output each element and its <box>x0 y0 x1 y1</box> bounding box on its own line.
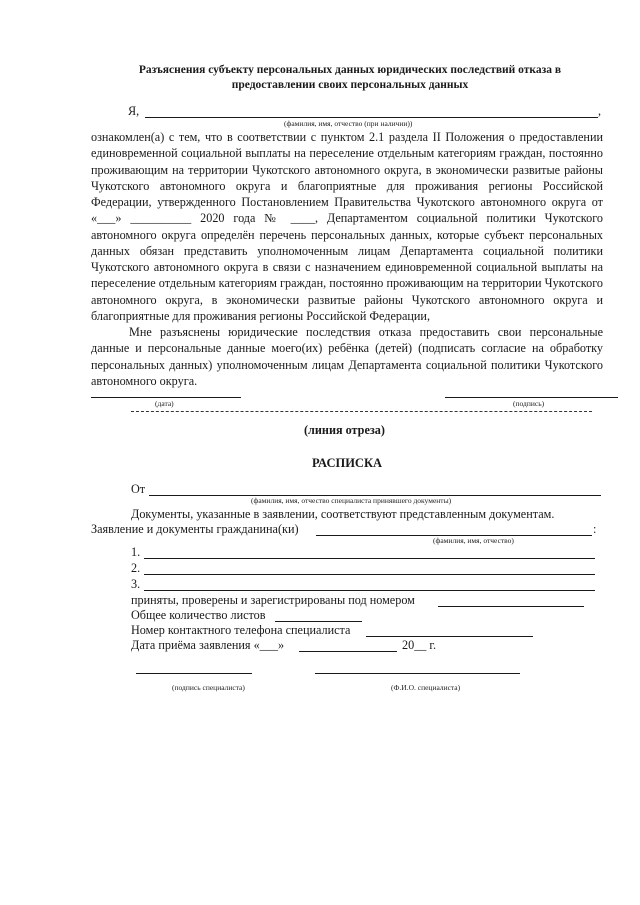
list-item-2-number: 2. <box>131 561 141 575</box>
phone-line[interactable] <box>366 636 533 637</box>
registered-label: приняты, проверены и зарегистрированы под номером <box>131 593 415 607</box>
list-item-3-line[interactable] <box>144 590 595 591</box>
specialist-fio-caption: (Ф.И.О. специалиста) <box>391 683 461 692</box>
application-colon: : <box>593 522 597 536</box>
specialist-caption: (фамилия, имя, отчество специалиста принявшего документы) <box>251 496 452 505</box>
title-line-1: Разъяснения субъекту персональных данных юридических последствий отказа в <box>138 64 562 76</box>
registration-number-line[interactable] <box>438 606 584 607</box>
i-label: Я, <box>128 104 140 118</box>
name-comma: , <box>598 104 602 118</box>
date-line[interactable] <box>91 397 241 398</box>
citizen-caption: (фамилия, имя, отчество) <box>433 536 514 545</box>
signature-caption: (подпись) <box>513 399 545 408</box>
name-caption: (фамилия, имя, отчество (при наличии)) <box>284 119 413 128</box>
receipt-heading: РАСПИСКА <box>312 456 383 470</box>
documents-match-text: Документы, указанные в заявлении, соответствуют представленным документам. <box>131 507 555 521</box>
date-caption: (дата) <box>155 399 174 408</box>
specialist-signature-caption: (подпись специалиста) <box>172 683 245 692</box>
reception-year-label: 20__ г. <box>402 638 437 652</box>
declaration-paragraph-2: Мне разъяснены юридические последствия отказа предоставить свои персональные данные и персональные данные моего(их) ребёнка (детей) (подписать согласие на обработку персональных данных) уполномоченным лицам Департамента социальной политики Чукотского автономного округа. <box>91 325 603 388</box>
cut-dashed-line <box>131 411 592 412</box>
list-item-2-line[interactable] <box>144 574 595 575</box>
reception-date-label: Дата приёма заявления «___» <box>131 638 285 652</box>
list-item-1-number: 1. <box>131 545 141 559</box>
list-item-1-line[interactable] <box>144 558 595 559</box>
total-sheets-line[interactable] <box>275 621 362 622</box>
specialist-signature-line[interactable] <box>136 673 252 674</box>
title-line-2: предоставлении своих персональных данных <box>231 79 469 91</box>
cut-line-label: (линия отреза) <box>304 423 385 437</box>
from-label: От <box>131 482 146 496</box>
application-label: Заявление и документы гражданина(ки) <box>91 522 299 536</box>
document-title <box>90 63 610 93</box>
phone-label: Номер контактного телефона специалиста <box>131 623 351 637</box>
full-name-line[interactable] <box>145 117 598 118</box>
specialist-fio-line[interactable] <box>315 673 520 674</box>
declaration-paragraph-1: ознакомлен(а) с тем, что в соответствии с пунктом 2.1 раздела II Положения о предоставлении единовременной социальной выплаты на переселение отдельным категориям граждан, постоянно проживающим на территории Чукотского автономного округа, в экономически развитые районы Чукотского автономного округа и благоприятные для проживания регионы Российской Федерации, утвержденного Постановлением Правительства Чукотского автономного округа от «___» __________ 2020 года № ____, Департаментом социальной политики Чукотского автономного округа определён перечень персональных данных, которые субъект персональных данных обязан представить уполномоченным лицам Департамента социальной политики Чукотского автономного округа в связи с назначением единовременной социальной выплаты на переселение отдельным категориям граждан, постоянно проживающим на территории Чукотского автономного округа, в экономически развитые районы Чукотского автономного округа и благоприятные для проживания регионы Российской Федерации, <box>91 130 603 323</box>
total-sheets-label: Общее количество листов <box>131 608 266 622</box>
list-item-3-number: 3. <box>131 577 141 591</box>
reception-month-line[interactable] <box>299 651 397 652</box>
signature-line[interactable] <box>445 397 618 398</box>
declaration-text <box>91 129 603 389</box>
